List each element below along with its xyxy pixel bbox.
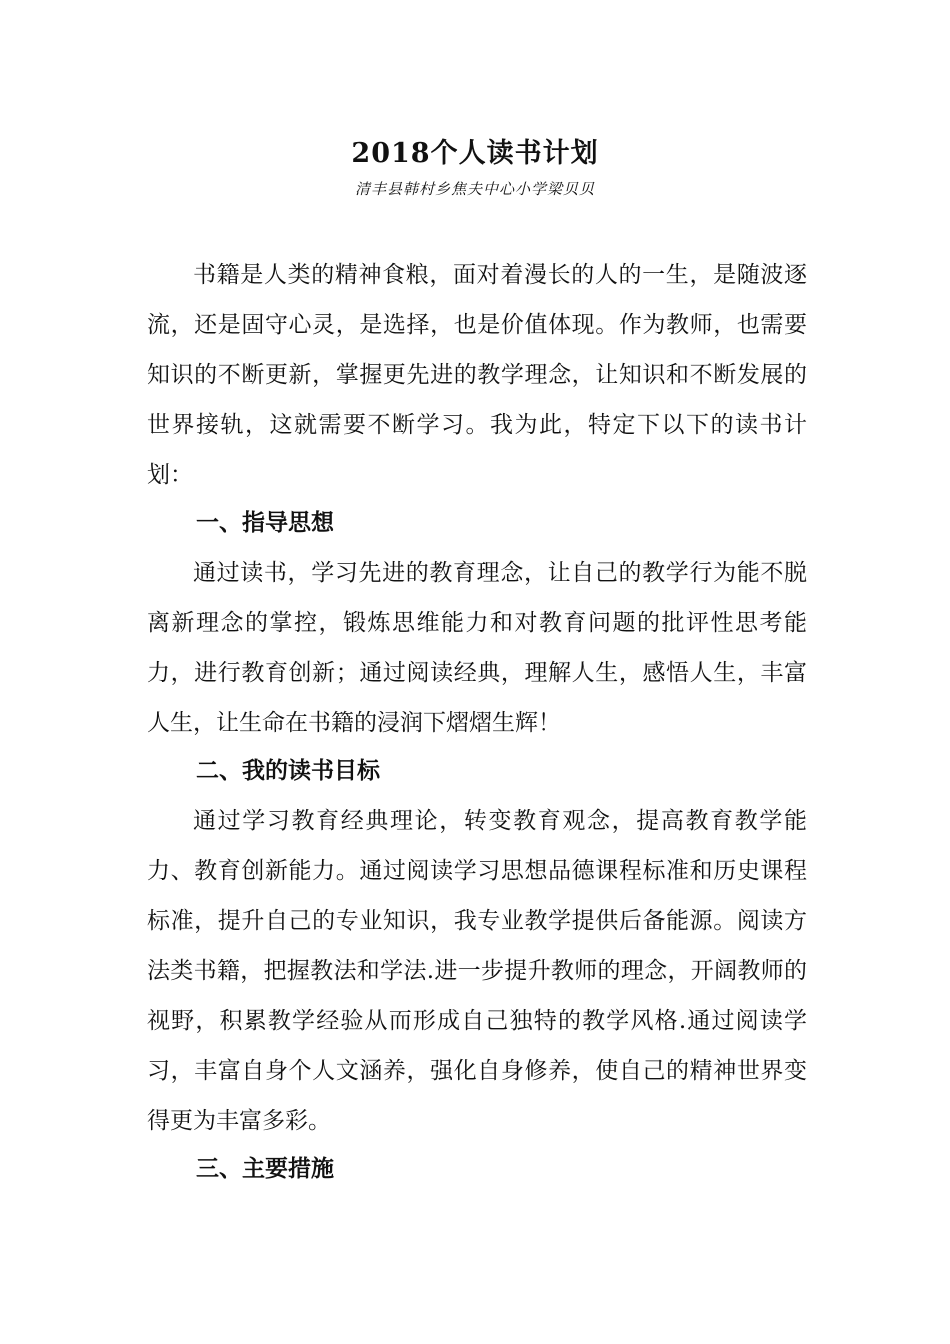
document-title: 2018个人读书计划	[351, 138, 599, 169]
section-paragraph-guiding-ideology: 通过读书，学习先进的教育理念，让自己的教学行为能不脱离新理念的掌控，锻炼思维能力和对教育问题的批评性思考能力，进行教育创新；通过阅读经典，理解人生，感悟人生，丰富人生，让生命在书籍的浸润下熠熠生辉！	[147, 560, 807, 736]
section-heading-reading-goals: 二、我的读书目标	[196, 758, 380, 784]
section-heading-guiding-ideology: 一、指导思想	[196, 510, 334, 536]
section-paragraph-reading-goals: 通过学习教育经典理论，转变教育观念，提高教育教学能力、教育创新能力。通过阅读学习思想品德课程标准和历史课程标准，提升自己的专业知识，我专业教学提供后备能源。阅读方法类书籍，把握教法和学法.进一步提升教师的理念，开阔教师的视野，积累教学经验从而形成自己独特的教学风格.通过阅读学习，丰富自身个人文涵养，强化自身修养，使自己的精神世界变得更为丰富多彩。	[147, 808, 807, 1134]
document-author: 清丰县韩村乡焦夫中心小学梁贝贝	[354, 180, 595, 198]
section-heading-main-measures: 三、主要措施	[196, 1156, 334, 1182]
intro-paragraph: 书籍是人类的精神食粮，面对着漫长的人的一生，是随波逐流，还是固守心灵，是选择，也是价值体现。作为教师，也需要知识的不断更新，掌握更先进的教学理念，让知识和不断发展的世界接轨，这就需要不断学习。我为此，特定下以下的读书计划：	[147, 262, 807, 488]
